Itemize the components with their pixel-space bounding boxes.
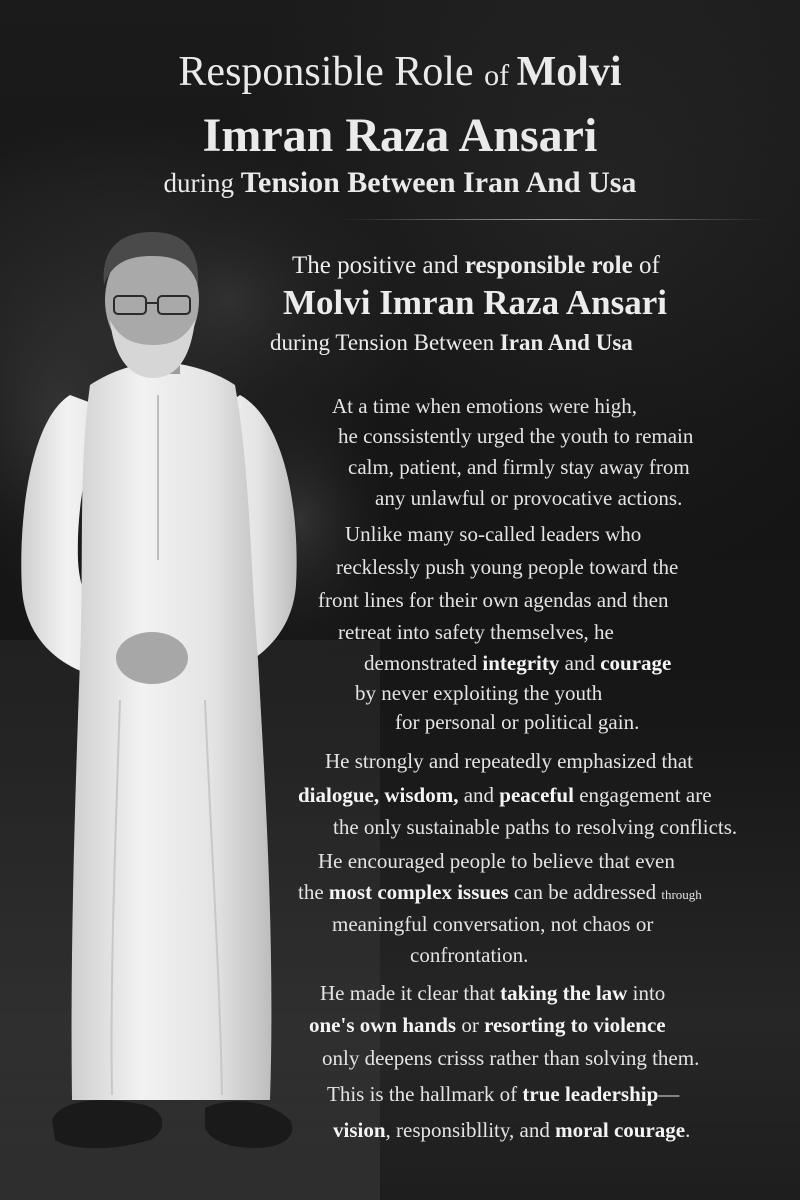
subtitle-line-2: Molvi Imran Raza Ansari xyxy=(283,283,668,322)
body-line: one's own hands or resorting to violence xyxy=(309,1013,666,1037)
body-line: He encouraged people to believe that even xyxy=(318,849,675,873)
main-title-line-2: Imran Raza Ansari xyxy=(202,109,598,162)
body-line: front lines for their own agendas and then xyxy=(318,588,669,612)
body-line: by never exploiting the youth xyxy=(355,681,603,705)
title-divider xyxy=(340,219,770,220)
body-line: any unlawful or provocative actions. xyxy=(375,486,683,510)
body-line: he conssistently urged the youth to remain xyxy=(338,424,694,448)
main-title-line-1: Responsible Role of Molvi xyxy=(178,49,622,95)
body-line: At a time when emotions were high, xyxy=(332,394,638,418)
body-line: recklessly push young people toward the xyxy=(336,555,679,579)
body-line: dialogue, wisdom, and peaceful engagement are xyxy=(298,783,712,807)
body-line: vision, responsibllity, and moral courage. xyxy=(333,1118,691,1142)
body-line: meaningful conversation, not chaos or xyxy=(332,912,654,936)
body-line: the only sustainable paths to resolving conflicts. xyxy=(333,815,738,839)
body-line: demonstrated integrity and courage xyxy=(364,651,672,675)
main-title-line-3: during Tension Between Iran And Usa xyxy=(163,166,637,199)
body-line: retreat into safety themselves, he xyxy=(338,620,614,644)
body-line: only deepens crisss rather than solving them. xyxy=(322,1046,700,1070)
body-line: He strongly and repeatedly emphasized that xyxy=(325,749,693,773)
body-line: This is the hallmark of true leadership— xyxy=(327,1082,680,1106)
body-line: calm, patient, and firmly stay away from xyxy=(348,455,690,479)
body-line: for personal or political gain. xyxy=(395,710,640,734)
body-line: confrontation. xyxy=(410,943,529,967)
body-line: He made it clear that taking the law into xyxy=(320,981,666,1005)
subtitle-line-3: during Tension Between Iran And Usa xyxy=(270,330,633,355)
subtitle-line-1: The positive and responsible role of xyxy=(292,252,660,279)
body-line: the most complex issues can be addressed through xyxy=(298,880,702,904)
body-line: Unlike many so-called leaders who xyxy=(345,522,642,546)
